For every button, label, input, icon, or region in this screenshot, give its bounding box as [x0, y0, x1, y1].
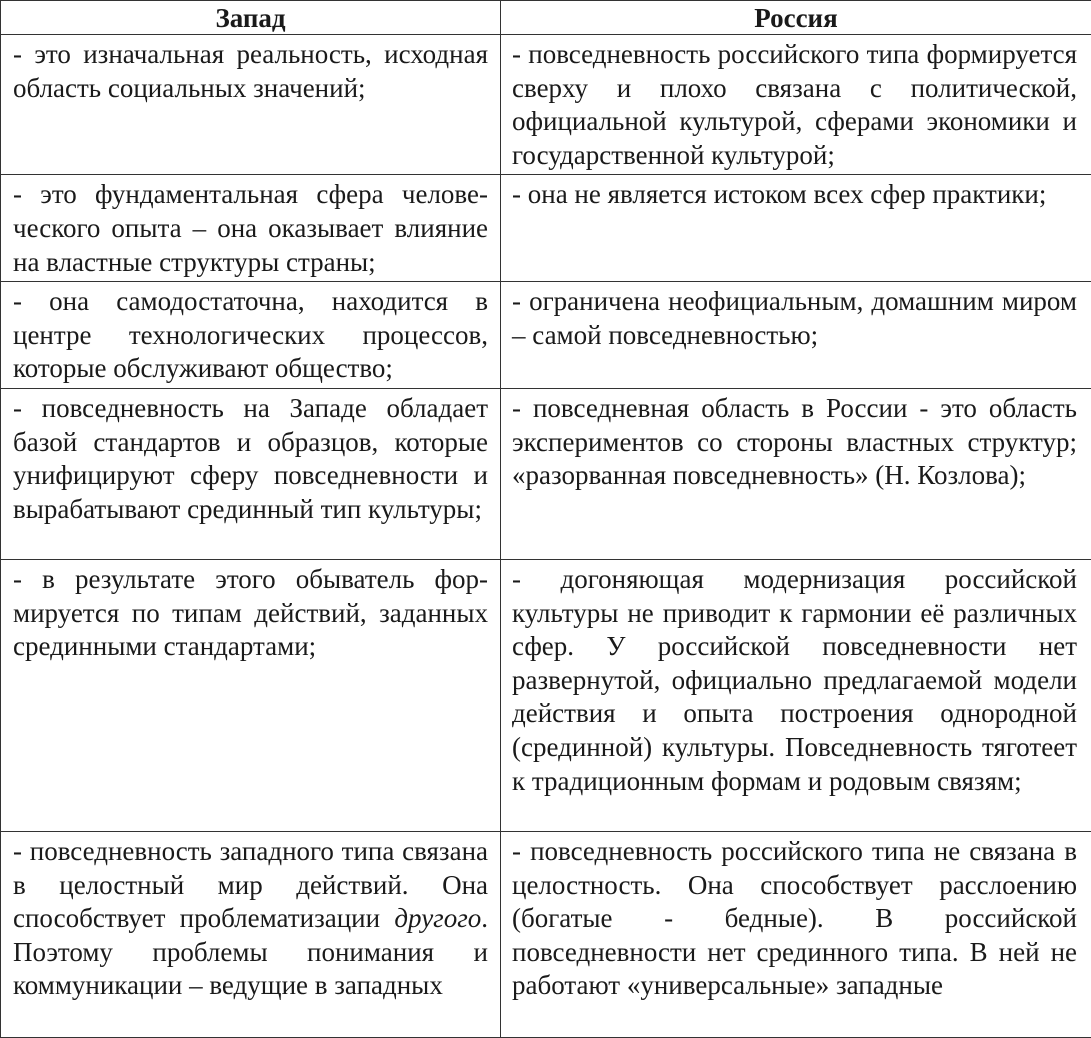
west-text-after: . Поэтому проблемы понимания и коммуникации – ведущие в западных [13, 903, 488, 1000]
russia-cell: - ограничена неофициальным, домашним миром – самой повседневностью; [501, 282, 1091, 389]
table-header-row [1, 1, 1091, 35]
russia-cell: - повседневность российского типа не связана в целостность. Она способствует расслоению (богатые - бедные). В российской повседневности нет срединного типа. В ней не работают «универсальные» западные [501, 831, 1091, 1037]
russia-cell: - повседневная область в России - это область экспериментов со стороны властных структур; «разорванная повседневность» (Н. Козлова); [501, 388, 1091, 559]
west-italic-term: другого [394, 903, 481, 933]
table-row [1, 831, 1091, 1037]
west-text-before: - повседневность западного типа связана в целостный мир действий. Она способствует проблематизации [13, 836, 488, 933]
west-cell [1, 831, 501, 1037]
west-cell: - это фундаментальная сфера человеческого опыта – она оказывает влияние на властные структуры страны; [1, 175, 501, 282]
russia-cell: - повседневность российского типа формируется сверху и плохо связана с политической, официальной культурой, сферами экономики и государственной культурой; [501, 35, 1091, 175]
table-row [1, 388, 1091, 559]
russia-cell: - она не является истоком всех сфер практики; [501, 175, 1091, 282]
west-cell: - она самодостаточна, находится в центре технологических процессов, которые обслуживают общество; [1, 282, 501, 389]
column-header-russia: Россия [501, 1, 1091, 35]
table-row [1, 282, 1091, 389]
column-header-west: Запад [1, 1, 501, 35]
west-cell: - в результате этого обыватель формируется по типам действий, заданных срединными стандартами; [1, 559, 501, 831]
table-row [1, 35, 1091, 175]
table-row [1, 559, 1091, 831]
table-row [1, 175, 1091, 282]
russia-cell: - догоняющая модернизация российской культуры не приводит к гармонии её различных сфер. У российской повседневности нет развернутой, официально предлагаемой модели действия и опыта построения однородной (срединной) культуры. Повседневность тяготеет к традиционным формам и родовым связям; [501, 559, 1091, 831]
west-cell: - это изначальная реальность, исходная область социальных значений; [1, 35, 501, 175]
west-cell: - повседневность на Западе обладает базой стандартов и образцов, которые унифицируют сферу повседневности и вырабатывают срединный тип культуры; [1, 388, 501, 559]
